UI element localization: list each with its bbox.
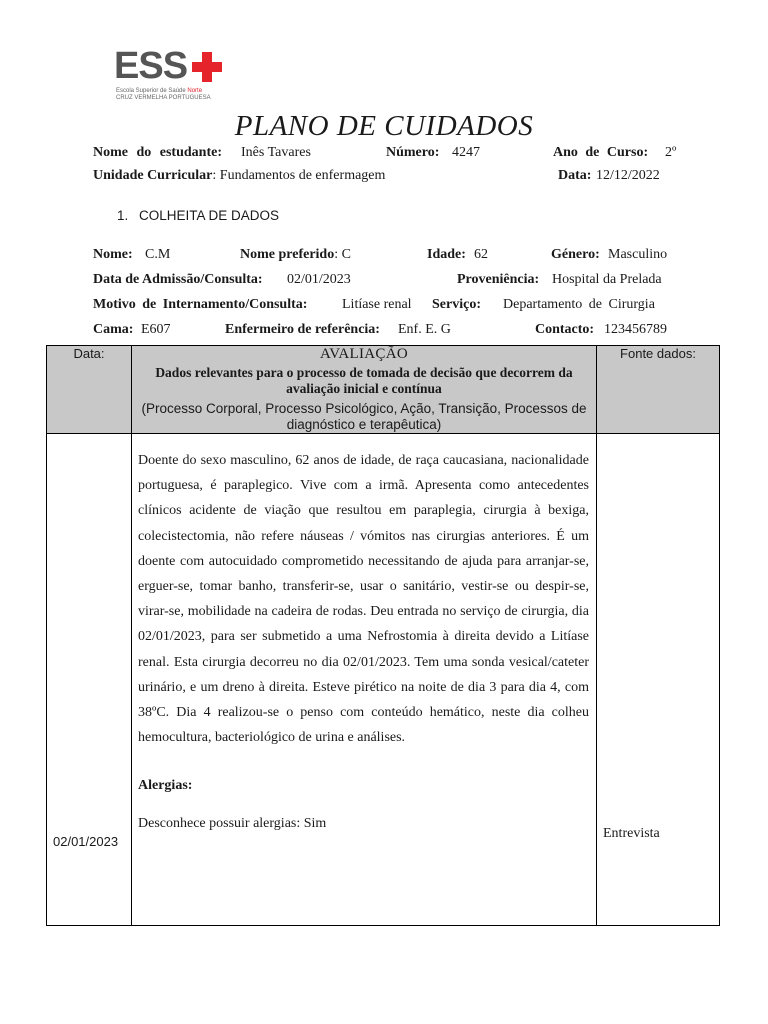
bed-value: E607: [141, 322, 171, 337]
student-name-label: Nome do estudante:: [93, 145, 222, 160]
course-year-label: Ano de Curso:: [553, 145, 649, 160]
reference-nurse-label: Enfermeiro de referência:: [225, 322, 380, 337]
origin-value: Hospital da Prelada: [552, 272, 662, 287]
patient-description: Doente do sexo masculino, 62 anos de idade, de raça caucasiana, nacionalidade portuguesa, é paraplegico. Vive com a irmã. Apresenta como antecedentes clínicos acidente de viação que resultou em paraplegia, cirurgia à bexiga, colecistectomia, não refere náuseas / vómitos nas cirurgias anteriores. É um doente com autocuidado comprometido necessitando de ajuda para arranjar-se, erguer-se, tomar banho, transferir-se, usar o sanitário, vestir-se ou despir-se, virar-se, mobilidade na cadeira de rodas. Deu entrada no serviço de cirurgia, dia 02/01/2023, para ser submetido a uma Nefrostomia à direita devido a Litíase renal. Esta cirurgia decorreu no dia 02/01/2023. Tem uma sonda vesical/cateter urinário, e um dreno à direita. Esteve pirético na noite de dia 3 para dia 4, com 38ºC. Dia 4 realizou-se o penso com conteúdo hemático, neste dia colheu hemocultura, bacteriológico de urina e análises.: [138, 453, 589, 746]
school-logo: [110, 46, 240, 102]
gender-value: Masculino: [608, 247, 668, 262]
service-label: Serviço:: [432, 297, 481, 312]
evaluation-column-header: [132, 346, 597, 434]
admission-reason-value: Litíase renal: [342, 297, 412, 312]
table-row: [47, 434, 720, 926]
admission-reason-label: Motivo de Internamento/Consulta:: [93, 297, 308, 312]
logo-subtitle-2: CRUZ VERMELHA PORTUGUESA: [116, 95, 211, 101]
evaluation-title: AVALIAÇÃO: [320, 346, 408, 362]
bed-label: Cama:: [93, 322, 134, 337]
evaluation-processes: (Processo Corporal, Processo Psicológico, Ação, Transição, Processos de diagnóstico e terapêutica): [141, 401, 587, 432]
student-number-label: Número:: [386, 145, 440, 160]
contact-value: 123456789: [604, 322, 667, 337]
date-column-header: Data:: [47, 346, 132, 434]
age-label: Idade:: [427, 247, 466, 262]
age-value: 62: [474, 247, 488, 262]
row-date: 02/01/2023: [53, 834, 119, 849]
student-name-value: Inês Tavares: [241, 145, 311, 160]
report-date-label: Data:: [558, 168, 592, 183]
allergies-value: Desconhece possuir alergias: Sim: [138, 816, 327, 832]
logo-subtitle: Escola Superior de Saúde Norte: [116, 88, 203, 94]
section-title: COLHEITA DE DADOS: [139, 208, 280, 223]
reference-nurse-value: Enf. E. G: [398, 322, 451, 337]
logo-brand: ESS: [114, 45, 188, 87]
allergies-label: Alergias:: [138, 778, 193, 794]
row-date-cell: [47, 434, 132, 926]
curricular-unit: Unidade Curricular: Fundamentos de enfermagem: [93, 168, 386, 183]
section-number: 1.: [117, 208, 129, 223]
row-source: Entrevista: [603, 826, 660, 841]
source-column-header: Fonte dados:: [597, 346, 720, 434]
preferred-name: Nome preferido: C: [240, 247, 351, 262]
report-date-value: 12/12/2022: [596, 168, 660, 183]
student-number-value: 4247: [452, 145, 480, 160]
evaluation-subtitle: Dados relevantes para o processo de tomada de decisão que decorrem da avaliação inicial e contínua: [155, 365, 573, 396]
admission-date-label: Data de Admissão/Consulta:: [93, 272, 263, 287]
patient-name-label: Nome:: [93, 247, 133, 262]
row-evaluation-cell: [132, 434, 597, 926]
contact-label: Contacto:: [535, 322, 595, 337]
evaluation-table: [46, 345, 720, 926]
service-value: Departamento de Cirurgia: [503, 297, 655, 312]
page-title: PLANO DE CUIDADOS: [234, 110, 534, 142]
table-header-row: [47, 346, 720, 434]
origin-label: Proveniência:: [457, 272, 540, 287]
patient-name-value: C.M: [145, 247, 171, 262]
gender-label: Género:: [551, 247, 600, 262]
admission-date-value: 02/01/2023: [287, 272, 351, 287]
red-cross-icon: [192, 52, 222, 82]
course-year-value: 2º: [665, 145, 677, 160]
row-source-cell: [597, 434, 720, 926]
